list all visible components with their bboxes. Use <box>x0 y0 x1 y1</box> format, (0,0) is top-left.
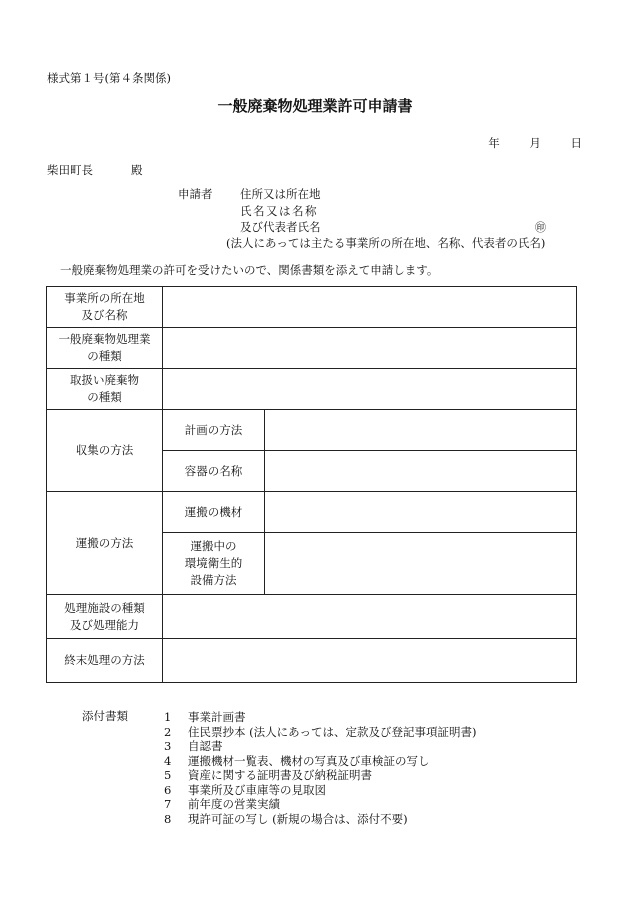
attachments-list <box>164 710 477 826</box>
addressee-name: 柴田町長 <box>47 163 93 177</box>
seal-mark: ㊞ <box>535 221 546 234</box>
date-day: 日 <box>570 136 582 150</box>
table-row <box>47 492 577 533</box>
table-row <box>47 287 577 328</box>
applicant-representative-label: 及び代表者氏名 <box>240 220 321 234</box>
table-row <box>47 369 577 410</box>
list-item: 3 自認書 <box>164 739 223 753</box>
waste-type-input[interactable] <box>163 369 577 410</box>
plan-method-input[interactable] <box>265 410 577 451</box>
date-month: 月 <box>529 136 541 150</box>
table-row <box>47 410 577 451</box>
intro-text: 一般廃棄物処理業の許可を受けたいので、関係書類を添えて申請します。 <box>60 263 439 277</box>
list-item: 7 前年度の営業実績 <box>164 797 280 811</box>
list-item: 8 現許可証の写し (新規の場合は、添付不要) <box>164 811 408 826</box>
transport-equipment-label: 運搬の機材 <box>163 492 265 533</box>
final-disposal-input[interactable] <box>163 639 577 683</box>
applicant-name-label: 氏名又は名称 <box>240 204 318 218</box>
applicant-address-label: 住所又は所在地 <box>240 187 321 201</box>
list-item: 6 事業所及び車庫等の見取図 <box>164 782 326 797</box>
applicant-label: 申請者 <box>178 187 213 201</box>
env-equipment-input[interactable] <box>265 533 577 595</box>
biz-type-input[interactable] <box>163 328 577 369</box>
container-name-input[interactable] <box>265 451 577 492</box>
office-input[interactable] <box>163 287 577 328</box>
form-code: 様式第１号(第４条関係) <box>47 71 171 85</box>
application-table <box>46 286 577 683</box>
final-disposal-label: 終末処理の方法 <box>47 639 163 683</box>
table-row <box>47 328 577 369</box>
table-row <box>47 639 577 683</box>
list-item: 5 資産に関する証明書及び納税証明書 <box>164 768 372 782</box>
transport-label: 運搬の方法 <box>47 492 163 595</box>
applicant-note: (法人にあっては主たる事業所の所在地、名称、代表者の氏名) <box>226 236 546 250</box>
addressee <box>47 162 143 178</box>
table-row <box>47 595 577 639</box>
date-year: 年 <box>488 136 500 150</box>
container-name-label: 容器の名称 <box>163 451 265 492</box>
list-item: 4 運搬機材一覧表、機材の写真及び車検証の写し <box>164 753 430 768</box>
plan-method-label: 計画の方法 <box>163 410 265 451</box>
env-equipment-label: 運搬中の 環境衛生的 設備方法 <box>163 533 265 595</box>
facility-input[interactable] <box>163 595 577 639</box>
collection-label: 収集の方法 <box>47 410 163 492</box>
date-line <box>462 135 582 151</box>
list-item: 2 住民票抄本 (法人にあっては、定款及び登記事項証明書) <box>164 724 477 739</box>
office-label: 事業所の所在地 及び名称 <box>47 287 163 328</box>
biz-type-label: 一般廃棄物処理業 の種類 <box>47 328 163 369</box>
transport-equipment-input[interactable] <box>265 492 577 533</box>
attachments-label: 添付書類 <box>82 709 128 723</box>
list-item: 1 事業計画書 <box>164 710 246 724</box>
waste-type-label: 取扱い廃棄物 の種類 <box>47 369 163 410</box>
honorific: 殿 <box>131 163 143 177</box>
facility-label: 処理施設の種類 及び処理能力 <box>47 595 163 639</box>
document-title: 一般廃棄物処理業許可申請書 <box>217 97 413 115</box>
